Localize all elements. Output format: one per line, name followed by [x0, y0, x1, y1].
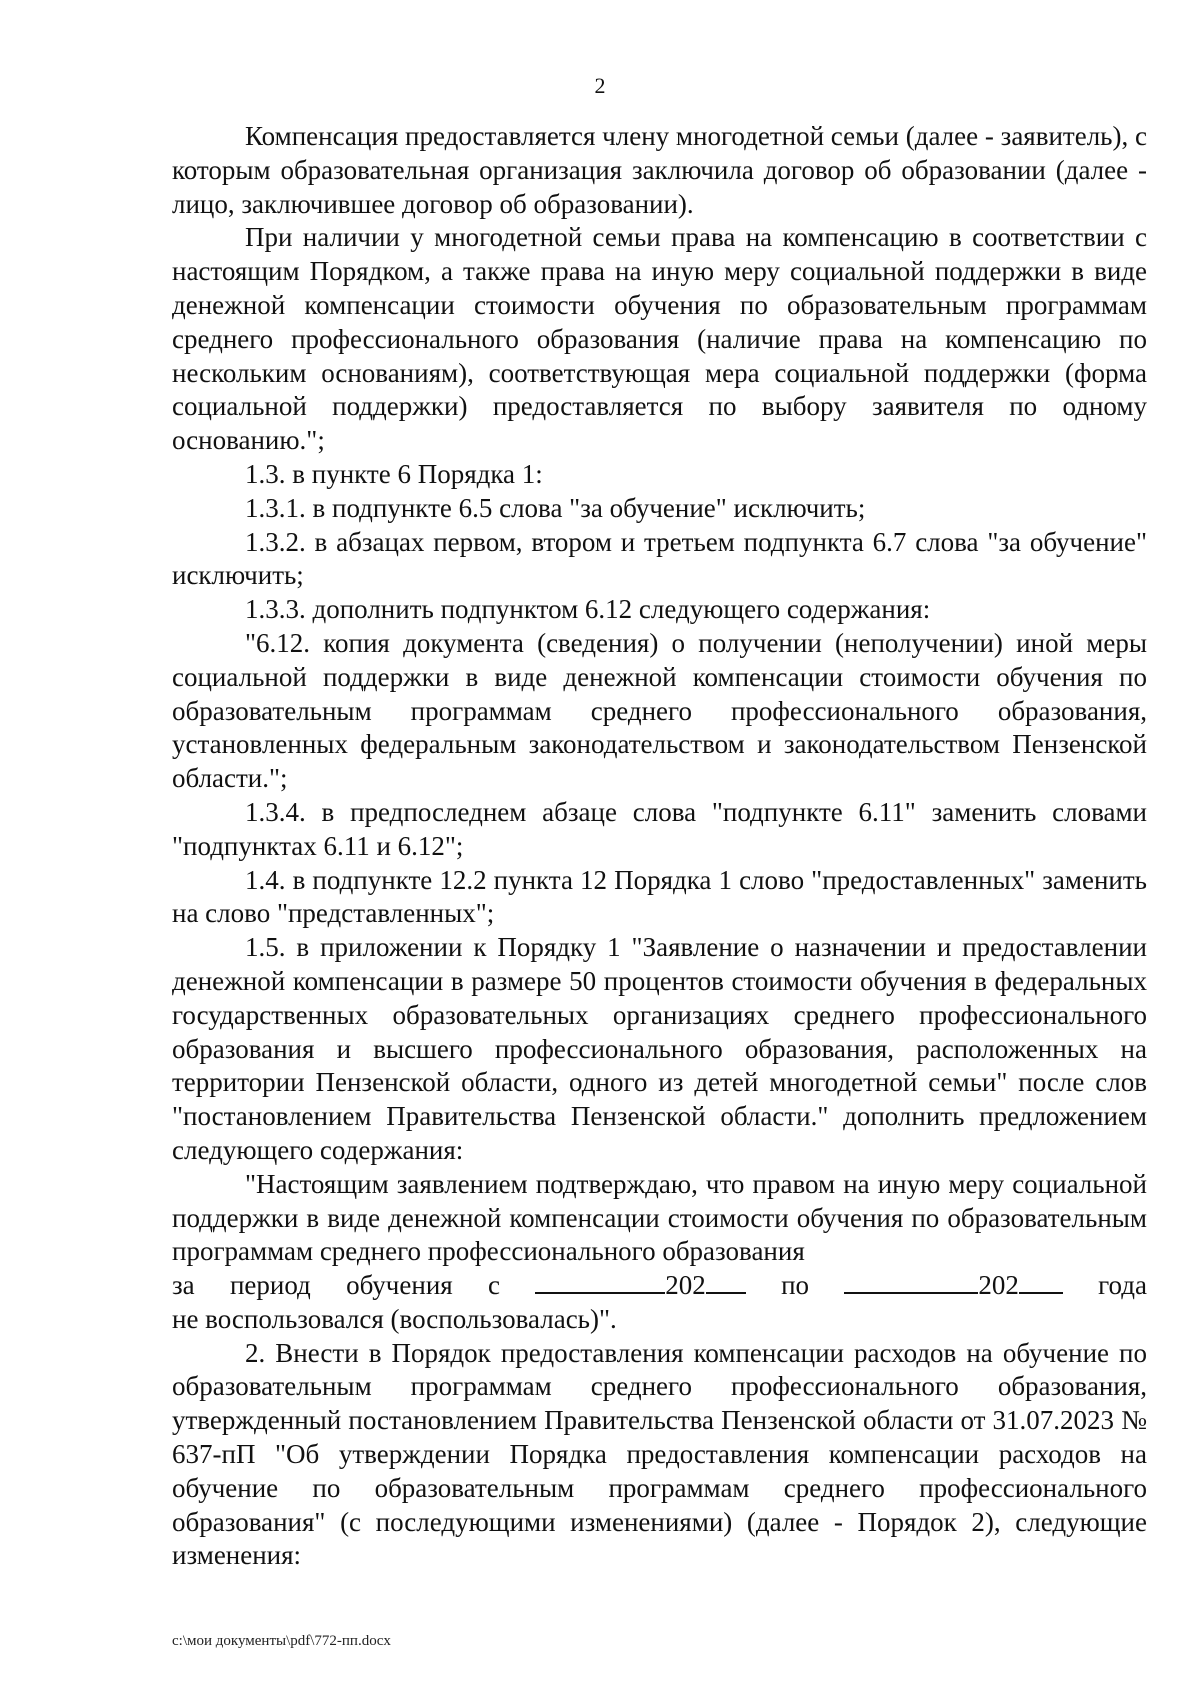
paragraph-1-3-3: 1.3.3. дополнить подпунктом 6.12 следующего содержания: [245, 594, 931, 625]
paragraph-1-5: 1.5. в приложении к Порядку 1 "Заявление о назначении и предоставлении денежной компенсации в размере 50 процентов стоимости обучения в федеральных государственных образовательных организациях среднего профессионального образования и высшего профессионального образования, расположенных на территории Пензенской области, одного из детей многодетной семьи" после слов "постановлением Правительства Пензенской области." дополнить предложением следующего содержания: [172, 932, 1147, 1165]
page-number: 2 [594, 73, 606, 98]
footer-file-path: c:\мои документы\pdf\772-пп.docx [172, 1633, 391, 1649]
document-body [172, 120, 1147, 1573]
paragraph-1-3-1: 1.3.1. в подпункте 6.5 слова "за обучение" исключить; [245, 492, 866, 523]
year-prefix: 202 [665, 1270, 706, 1301]
blank-line [706, 1270, 746, 1294]
study-period-fill-line [172, 1269, 1147, 1303]
paragraph-6-12-quote: "6.12. копия документа (сведения) о получении (неполучении) иной меры социальной поддержки в виде денежной компенсации стоимости обучения по образовательным программам среднего профессионального образования, установленных федеральным законодательством и законодательством Пензенской области."; [172, 627, 1147, 794]
fill-word: с [487, 1270, 500, 1301]
fill-word: обучения [346, 1270, 453, 1301]
paragraph-1-4: 1.4. в подпункте 12.2 пункта 12 Порядка 1 слово "предоставленных" заменить на слово "представленных"; [172, 864, 1147, 929]
paragraph-compensation-recipient: Компенсация предоставляется члену многодетной семьи (далее - заявитель), с которым образовательная организация заключила договор об образовании (далее - лицо, заключившее договор об образовании). [172, 121, 1147, 219]
start-date-field [535, 1269, 746, 1303]
end-date-field [844, 1269, 1063, 1303]
year-prefix: 202 [978, 1270, 1019, 1301]
paragraph-1-3-2: 1.3.2. в абзацах первом, втором и третьем подпункта 6.7 слова "за обучение" исключить; [172, 526, 1147, 591]
statement-tail: не воспользовался (воспользовалась)". [172, 1303, 617, 1334]
blank-line [1019, 1270, 1063, 1294]
fill-word: период [229, 1270, 311, 1301]
paragraph-1-3-4: 1.3.4. в предпоследнем абзаце слова "подпункте 6.11" заменить словами "подпунктах 6.11 и 6.12"; [172, 796, 1147, 861]
paragraph-statement-quote: "Настоящим заявлением подтверждаю, что правом на иную меру социальной поддержки в виде денежной компенсации стоимости обучения по образовательным программам среднего профессионального образования [172, 1168, 1147, 1267]
blank-line [844, 1270, 978, 1294]
fill-word: по [781, 1270, 810, 1301]
paragraph-1-3: 1.3. в пункте 6 Порядка 1: [245, 458, 543, 489]
blank-line [535, 1270, 665, 1294]
fill-word: года [1098, 1270, 1147, 1301]
paragraph-section-2: 2. Внести в Порядок предоставления компенсации расходов на обучение по образовательным программам среднего профессионального образования, утвержденный постановлением Правительства Пензенской области от 31.07.2023 № 637-пП "Об утверждении Порядка предоставления компенсации расходов на обучение по образовательным программам среднего профессионального образования" (с последующими изменениями) (далее - Порядок 2), следующие изменения: [172, 1337, 1147, 1571]
fill-word: за [172, 1270, 195, 1301]
paragraph-multiple-grounds: При наличии у многодетной семьи права на компенсацию в соответствии с настоящим Порядком, а также права на иную меру социальной поддержки в виде денежной компенсации стоимости обучения по образовательным программам среднего профессионального образования (наличие права на компенсацию по нескольким основаниям), соответствующая мера социальной поддержки (форма социальной поддержки) предоставляется по выбору заявителя по одному основанию."; [172, 222, 1147, 456]
